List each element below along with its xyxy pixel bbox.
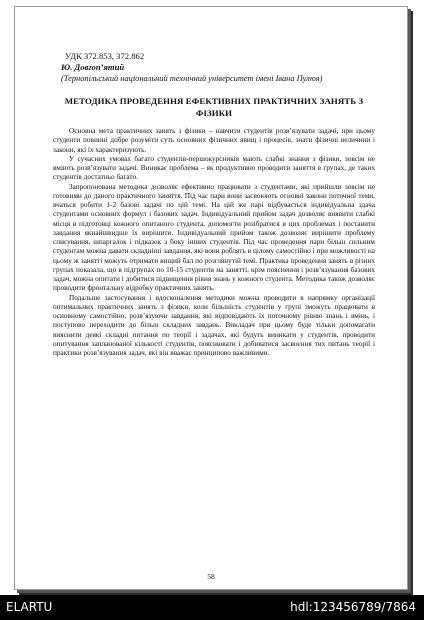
paragraph: Запропонована методика дозволяє ефективно працювати з студентами, які прийшли зовсім не готовими до даного практичного заняття. Під час пари вони засвоюють основні закони поточної теми, вчаться робити 1-2 базові задачі по цій темі. На цій же парі відбувається індивідуальна здача студентами основних формул і базових задач. Індивідуальний прийом задач дозволяє виявити слабкі місця в підготовці кожного опитаного студента, допомогти розібратися в цих проблемах і поставити завдання якнайшвидше їх вирішити. Індивідуальний прийом також дозволяє вирішити проблему списування, шпаргалок і підказок з боку інших студентів. Під час проведення пари більш сильним студентам можна давати складніші завдання, які вони роблять в цілому самостійно і при можливості на цьому ж занятті можуть отримати вищий бал по розглянутій темі. Практика проведення занять в різних групах показала, що в підгрупах по 10-15 студентів на занятті, крім пояснення і розв’язування базових задач, можна опитати і добитися підвищення рівня знань у кожного студента. Методика також дозволяє проводити фронтальну відробку практичних занять. [53, 182, 375, 293]
repository-name: ELARTU [6, 600, 53, 614]
page-number: 58 [207, 572, 215, 581]
article-title: МЕТОДИКА ПРОВЕДЕННЯ ЕФЕКТИВНИХ ПРАКТИЧНИХ ЗАНЯТЬ З ФІЗИКИ [64, 96, 364, 118]
paragraph: Подальше застосування і вдосконалення методики можна проводити в напрямку організації оптимальних практичних занять з фізики, коли більшість студентів у групі зможуть працювати в основному самостійно, розв’язуючи завдання, які відповідають їх поточному рівню знань і вмінь, і поступово переходити до більш складних завдань. Викладач при цьому буде тільки допомагати вияснити деякі складні питання по теорії і задачах, які будуть виникати у студентів, проводити опитування запланованої кількості студентів, пояснювати і добиватися засвоєння тих питань теорії і практики розв’язування задач, які він вважає принципово важливими. [53, 293, 375, 357]
handle-identifier: hdl:123456789/7864 [290, 600, 416, 614]
repository-footer-bar [0, 595, 424, 620]
document-page [14, 6, 408, 590]
document-content [53, 51, 375, 358]
paragraph: У сучасних умовах багато студентів-першокурсників мають слабкі знання з фізики, зовсім не вміють розв’язувати задачі. Виникає проблема – як продуктивно проводити заняття в групах, де таких студентів достатньо багато. [53, 154, 375, 182]
paragraph: Основна мета практичних занять з фізики – навчити студентів розв’язувати задачі, при цьому студенти повинні добре розуміти суть основних фізичних явищ і процесів, знати фізичні величини і закони, які їх характеризують. [53, 127, 375, 154]
author-affiliation: (Тернопільський національний технічний університет імені Івана Пулюя) [61, 74, 323, 83]
article-body [53, 127, 375, 358]
udk-code: УДК 372.853, 372.862 [65, 51, 145, 61]
author-name: Ю. Довгоп’ятий [61, 62, 125, 72]
